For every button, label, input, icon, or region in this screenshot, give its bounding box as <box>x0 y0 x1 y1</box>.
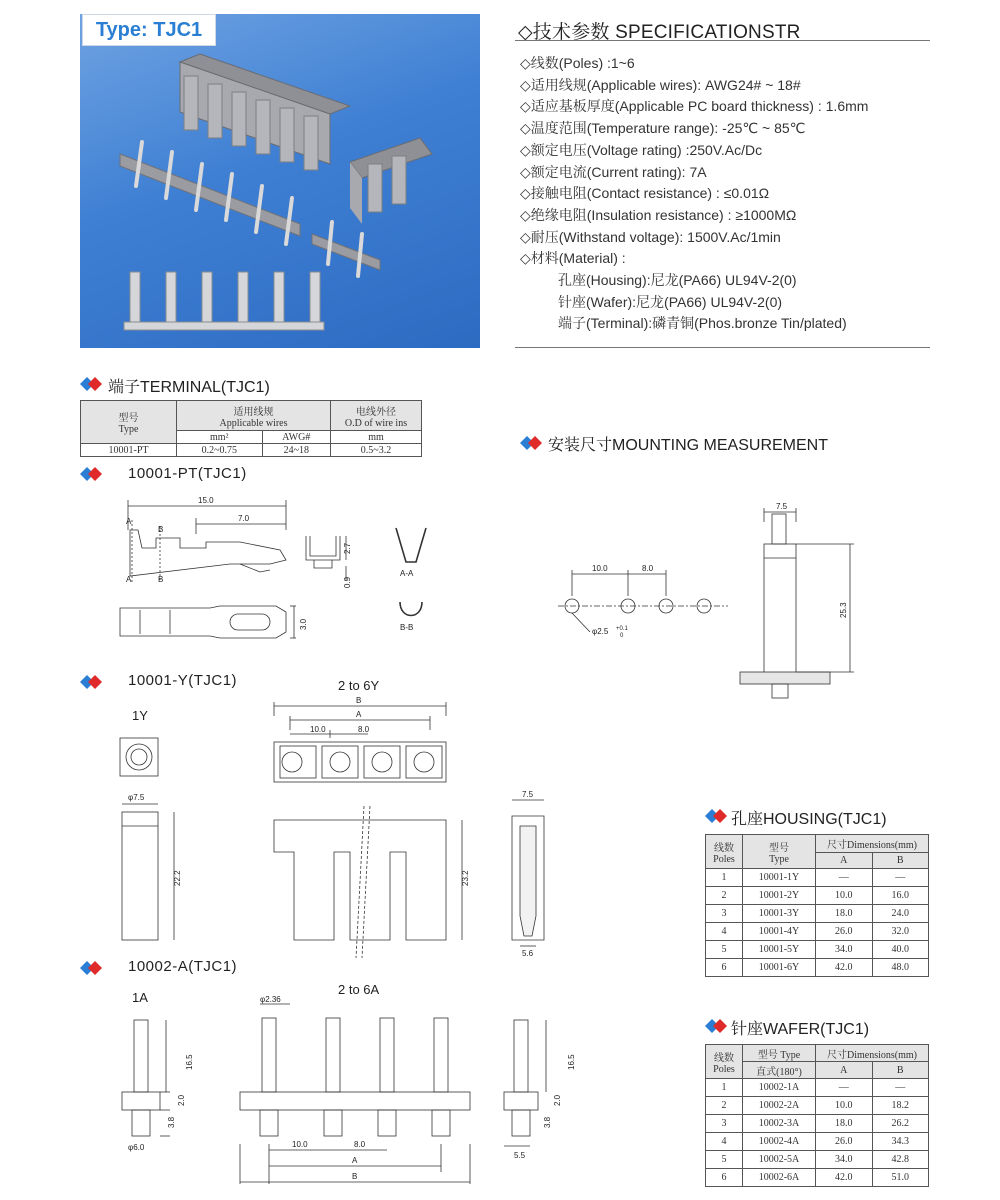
label-1y: 1Y <box>132 708 148 723</box>
section-diamond-icon <box>705 809 727 823</box>
spec-temperature: ◇温度范围(Temperature range): -25℃ ~ 85℃ <box>520 120 806 136</box>
terminal-cell-od: 0.5~3.2 <box>331 444 422 457</box>
housing-th-type: 型号 Type <box>743 835 816 869</box>
section-diamond-icon <box>520 436 542 450</box>
label-1a: 1A <box>132 990 148 1005</box>
section-b-mark: B <box>158 525 164 534</box>
housing-th-b: B <box>872 853 929 869</box>
wafer-th-type: 型号 Type <box>743 1045 816 1062</box>
section-b-mark: B <box>158 575 164 584</box>
table-row: 2 10001-2Y 10.0 16.0 <box>706 887 929 905</box>
dim-tol-lower: 0 <box>620 633 624 639</box>
dim-tol-upper: +0.1 <box>616 626 628 632</box>
wafer-th-b: B <box>872 1062 929 1079</box>
table-row: 3 10002-3A 18.0 26.2 <box>706 1115 929 1133</box>
product-type-label: Type: TJC1 <box>82 14 216 46</box>
connector-photo-illustration <box>80 14 480 348</box>
table-row <box>81 444 422 457</box>
dim-2-0: 2.0 <box>177 1094 186 1106</box>
dim-10: 10.0 <box>592 564 608 573</box>
dim-phi-2-36: φ2.36 <box>260 995 281 1004</box>
terminal-unit-mm2: mm² <box>177 431 263 444</box>
dim-10: 10.0 <box>310 725 326 734</box>
section-terminal-title: 端子TERMINAL(TJC1) <box>108 379 270 396</box>
product-photo <box>80 14 480 348</box>
housing-th-poles: 线数 Poles <box>706 835 743 869</box>
section-diamond-icon <box>80 467 102 481</box>
spec-wires: ◇适用线规(Applicable wires): AWG24# ~ 18# <box>520 77 801 93</box>
spec-title: ◇技术参数 SPECIFICATIONSTR <box>518 22 801 43</box>
section-a-title: 10002-A(TJC1) <box>128 958 238 975</box>
dim-22-2: 22.2 <box>173 870 182 886</box>
dim-b: B <box>356 696 362 705</box>
dim-a: A <box>356 710 362 719</box>
section-diamond-icon <box>80 961 102 975</box>
spec-withstand-voltage: ◇耐压(Withstand voltage): 1500V.Ac/1min <box>520 229 781 245</box>
section-wafer-title: 针座WAFER(TJC1) <box>731 1021 870 1038</box>
dim-3-8: 3.8 <box>543 1116 552 1128</box>
wafer-th-dim: 尺寸Dimensions(mm) <box>816 1045 929 1062</box>
wafer-drawing <box>100 976 600 1190</box>
spec-poles: ◇线数(Poles) :1~6 <box>520 55 635 71</box>
section-a-mark: A <box>126 517 132 526</box>
dim-16-5: 16.5 <box>185 1054 194 1070</box>
terminal-cell-mm2: 0.2~0.75 <box>177 444 263 457</box>
spec-voltage: ◇额定电压(Voltage rating) :250V.Ac/Dc <box>520 142 763 158</box>
wafer-th-poles: 线数 Poles <box>706 1045 743 1079</box>
mounting-drawing <box>550 500 870 710</box>
dim-8: 8.0 <box>354 1140 366 1149</box>
spec-material-terminal: 端子(Terminal):磷青铜(Phos.bronze Tin/plated) <box>558 315 847 331</box>
dim-phi-7-5: φ7.5 <box>128 793 145 802</box>
dim-7-5: 7.5 <box>522 790 534 799</box>
spec-board-thickness: ◇适应基板厚度(Applicable PC board thickness) : 1.6mm <box>520 98 869 114</box>
dim-2-0: 2.0 <box>553 1094 562 1106</box>
table-row: 4 10002-4A 26.0 34.3 <box>706 1133 929 1151</box>
section-diamond-icon <box>80 675 102 689</box>
dim-a: A <box>352 1156 358 1165</box>
dim-8: 8.0 <box>642 564 654 573</box>
dim-10: 10.0 <box>292 1140 308 1149</box>
terminal-th-od: 电线外径 O.D of wire ins <box>331 401 422 431</box>
wafer-table <box>705 1044 929 1187</box>
section-mounting-title: 安装尺寸MOUNTING MEASUREMENT <box>548 437 829 454</box>
dim-3-0: 3.0 <box>299 618 308 630</box>
dim-3-8: 3.8 <box>167 1116 176 1128</box>
label-2-to-6y: 2 to 6Y <box>338 678 380 693</box>
dim-23-2: 23.2 <box>461 870 470 886</box>
spec-bottom-rule <box>515 347 930 348</box>
dim-8: 8.0 <box>358 725 370 734</box>
dim-5-5: 5.5 <box>514 1151 526 1160</box>
table-row: 6 10002-6A 42.0 51.0 <box>706 1169 929 1187</box>
dim-5-6: 5.6 <box>522 949 534 958</box>
housing-th-a: A <box>816 853 873 869</box>
dim-7-5: 7.5 <box>776 502 788 511</box>
section-pt-title: 10001-PT(TJC1) <box>128 465 247 482</box>
section-diamond-icon <box>705 1019 727 1033</box>
spec-insulation-resistance: ◇绝缘电阻(Insulation resistance) : ≥1000MΩ <box>520 207 797 223</box>
spec-contact-resistance: ◇接触电阻(Contact resistance) : ≤0.01Ω <box>520 185 770 201</box>
spec-top-rule <box>515 40 930 41</box>
terminal-table <box>80 400 422 457</box>
table-row: 5 10002-5A 34.0 42.8 <box>706 1151 929 1169</box>
terminal-cell-awg: 24~18 <box>262 444 330 457</box>
spec-material-housing: 孔座(Housing):尼龙(PA66) UL94V-2(0) <box>558 272 797 288</box>
dim-0-9: 0.9 <box>343 576 352 588</box>
terminal-th-wires: 适用线规 Applicable wires <box>177 401 331 431</box>
section-a-mark: A <box>126 575 132 584</box>
housing-drawing <box>100 676 560 958</box>
table-row: 2 10002-2A 10.0 18.2 <box>706 1097 929 1115</box>
label-a-a: A-A <box>400 569 414 578</box>
label-2-to-6a: 2 to 6A <box>338 982 380 997</box>
table-row: 3 10001-3Y 18.0 24.0 <box>706 905 929 923</box>
label-b-b: B-B <box>400 623 414 632</box>
table-row: 1 10001-1Y — — <box>706 869 929 887</box>
terminal-drawing <box>110 490 490 660</box>
dim-hole-2-5: φ2.5 <box>592 627 609 636</box>
terminal-th-type: 型号 Type <box>81 401 177 444</box>
wafer-th-a: A <box>816 1062 873 1079</box>
terminal-unit-mm: mm <box>331 431 422 444</box>
table-row: 5 10001-5Y 34.0 40.0 <box>706 941 929 959</box>
wafer-th-type-sub: 直式(180°) <box>743 1062 816 1079</box>
section-diamond-icon <box>80 377 102 391</box>
dim-15: 15.0 <box>198 496 214 505</box>
table-row: 6 10001-6Y 42.0 48.0 <box>706 959 929 977</box>
housing-table <box>705 834 929 977</box>
dim-b: B <box>352 1172 358 1181</box>
spec-current: ◇额定电流(Current rating): 7A <box>520 164 707 180</box>
spec-material-wafer: 针座(Wafer):尼龙(PA66) UL94V-2(0) <box>558 294 783 310</box>
terminal-cell-type: 10001-PT <box>81 444 177 457</box>
table-row: 1 10002-1A — — <box>706 1079 929 1097</box>
housing-th-dim: 尺寸Dimensions(mm) <box>816 835 929 853</box>
dim-16-5: 16.5 <box>567 1054 576 1070</box>
terminal-unit-awg: AWG# <box>262 431 330 444</box>
dim-2-7: 2.7 <box>343 542 352 554</box>
section-y-title: 10001-Y(TJC1) <box>128 672 238 689</box>
spec-material: ◇材料(Material) : <box>520 250 626 266</box>
dim-25-3: 25.3 <box>839 602 848 618</box>
dim-7: 7.0 <box>238 514 250 523</box>
dim-phi-6: φ6.0 <box>128 1143 145 1152</box>
table-row: 4 10001-4Y 26.0 32.0 <box>706 923 929 941</box>
section-housing-title: 孔座HOUSING(TJC1) <box>731 811 887 828</box>
